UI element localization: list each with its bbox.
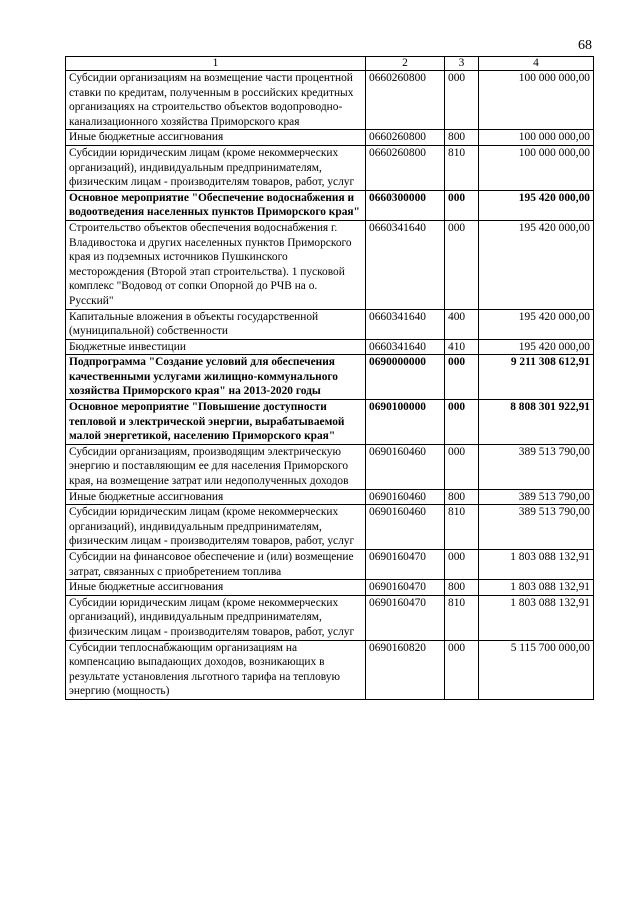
row-target-article: 0690160470 [366,550,445,580]
row-expense-type: 810 [445,145,479,190]
row-target-article: 0660341640 [366,220,445,309]
row-sum: 5 115 700 000,00 [479,640,594,699]
page-number: 68 [578,38,592,53]
column-header-sum: 4 [479,57,594,71]
row-name: Субсидии на финансовое обеспечение и (или) возмещение затрат, связанных с приобретением топлива [66,550,366,580]
table-row [66,220,594,309]
row-name: Субсидии юридическим лицам (кроме некоммерческих организаций), индивидуальным предпринимателям, физическим лицам - производителям товаров, работ, услуг [66,145,366,190]
table-row [66,444,594,489]
row-name: Иные бюджетные ассигнования [66,489,366,505]
row-name: Субсидии организациям на возмещение части процентной ставки по кредитам, полученным в российских кредитных организациях на строительство объектов водопроводно-канализационного хозяйства Приморского края [66,71,366,130]
table-row [66,71,594,130]
table-row [66,400,594,445]
row-sum: 195 420 000,00 [479,339,594,355]
row-target-article: 0660260800 [366,130,445,146]
table-row [66,580,594,596]
table-row [66,550,594,580]
row-expense-type: 000 [445,400,479,445]
row-target-article: 0660341640 [366,339,445,355]
row-expense-type: 000 [445,550,479,580]
row-target-article: 0660260800 [366,145,445,190]
row-target-article: 0660300000 [366,190,445,220]
row-sum: 389 513 790,00 [479,505,594,550]
row-target-article: 0690160460 [366,489,445,505]
row-sum: 100 000 000,00 [479,130,594,146]
row-expense-type: 000 [445,71,479,130]
row-target-article: 0690160470 [366,580,445,596]
row-sum: 1 803 088 132,91 [479,595,594,640]
table-row [66,505,594,550]
row-name: Подпрограмма "Создание условий для обеспечения качественными услугами жилищно-коммунального хозяйства Приморского края" на 2013-2020 годы [66,355,366,400]
row-expense-type: 000 [445,444,479,489]
header-row [66,57,594,71]
row-sum: 8 808 301 922,91 [479,400,594,445]
table-row [66,355,594,400]
column-header-target-article: 2 [366,57,445,71]
row-sum: 195 420 000,00 [479,220,594,309]
row-sum: 195 420 000,00 [479,309,594,339]
row-expense-type: 800 [445,489,479,505]
table-row [66,190,594,220]
row-name: Субсидии юридическим лицам (кроме некоммерческих организаций), индивидуальным предпринимателям, физическим лицам - производителям товаров, работ, услуг [66,595,366,640]
row-target-article: 0690100000 [366,400,445,445]
row-target-article: 0690160460 [366,444,445,489]
row-expense-type: 000 [445,640,479,699]
row-name: Субсидии организациям, производящим электрическую энергию и поставляющим ее для населения Приморского края, на возмещение затрат или недополученных доходов [66,444,366,489]
budget-table [65,56,594,700]
row-target-article: 0660260800 [366,71,445,130]
row-expense-type: 810 [445,505,479,550]
row-name: Строительство объектов обеспечения водоснабжения г. Владивостока и других населенных пунктов Приморского края из подземных источников Пушкинского месторождения (Второй этап строительства). 1 пусковой комплекс "Водовод от сопки Опорной до РЧВ на о. Русский" [66,220,366,309]
row-expense-type: 800 [445,580,479,596]
table-body [66,71,594,700]
row-name: Основное мероприятие "Повышение доступности тепловой и электрической энергии, вырабатываемой малой энергетикой, населению Приморского края" [66,400,366,445]
row-expense-type: 000 [445,190,479,220]
table-row [66,489,594,505]
table-row [66,130,594,146]
row-target-article: 0660341640 [366,309,445,339]
row-name: Основное мероприятие "Обеспечение водоснабжения и водоотведения населенных пунктов Приморского края" [66,190,366,220]
table-row [66,339,594,355]
row-name: Иные бюджетные ассигнования [66,580,366,596]
table-row [66,145,594,190]
row-sum: 100 000 000,00 [479,71,594,130]
row-expense-type: 810 [445,595,479,640]
row-sum: 195 420 000,00 [479,190,594,220]
row-sum: 389 513 790,00 [479,444,594,489]
row-expense-type: 800 [445,130,479,146]
row-name: Иные бюджетные ассигнования [66,130,366,146]
column-header-name: 1 [66,57,366,71]
row-target-article: 0690000000 [366,355,445,400]
row-expense-type: 410 [445,339,479,355]
row-target-article: 0690160470 [366,595,445,640]
table-row [66,595,594,640]
row-sum: 100 000 000,00 [479,145,594,190]
table-row [66,640,594,699]
row-expense-type: 000 [445,355,479,400]
column-header-expense-type: 3 [445,57,479,71]
row-sum: 1 803 088 132,91 [479,580,594,596]
row-sum: 1 803 088 132,91 [479,550,594,580]
row-expense-type: 400 [445,309,479,339]
row-name: Капитальные вложения в объекты государственной (муниципальной) собственности [66,309,366,339]
row-name: Субсидии юридическим лицам (кроме некоммерческих организаций), индивидуальным предпринимателям, физическим лицам - производителям товаров, работ, услуг [66,505,366,550]
row-target-article: 0690160820 [366,640,445,699]
row-expense-type: 000 [445,220,479,309]
row-target-article: 0690160460 [366,505,445,550]
row-name: Бюджетные инвестиции [66,339,366,355]
row-name: Субсидии теплоснабжающим организациям на компенсацию выпадающих доходов, возникающих в результате установления льготного тарифа на тепловую энергию (мощность) [66,640,366,699]
row-sum: 9 211 308 612,91 [479,355,594,400]
row-sum: 389 513 790,00 [479,489,594,505]
table-row [66,309,594,339]
